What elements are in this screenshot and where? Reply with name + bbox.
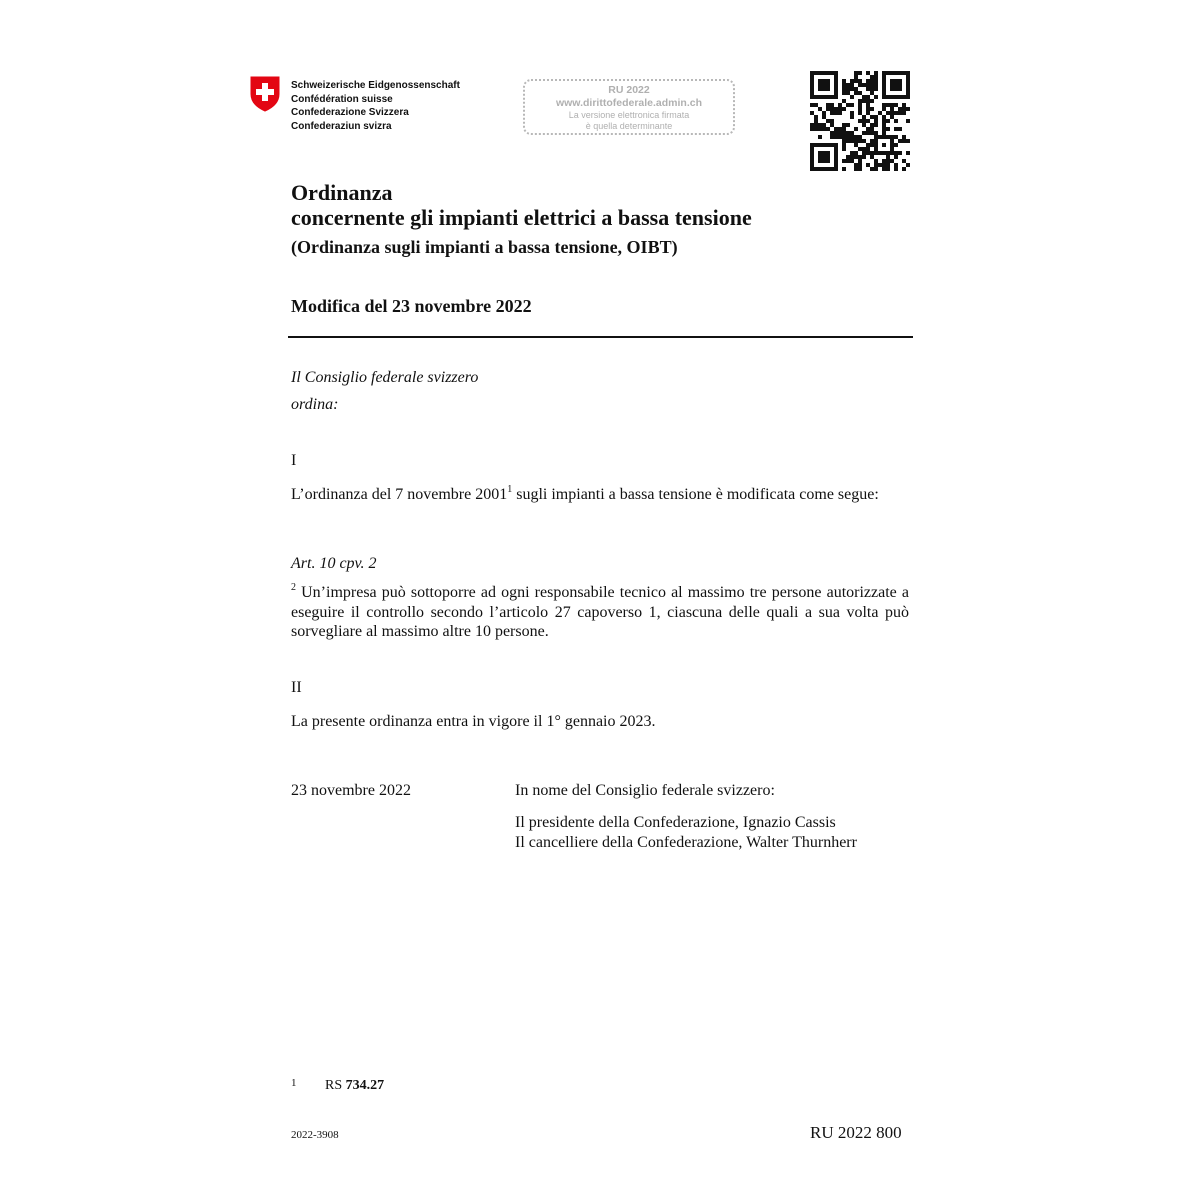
paragraph-number: 2	[291, 582, 296, 593]
signature-date: 23 novembre 2022	[291, 782, 411, 799]
preamble-authority: Il Consiglio federale svizzero	[291, 369, 479, 386]
confederation-name-rm: Confederaziun svizra	[291, 120, 392, 132]
footnote-reference[interactable]: 1	[507, 484, 513, 495]
section-number-1: I	[291, 452, 297, 469]
ru-reference: RU 2022 800	[810, 1123, 902, 1142]
electronic-version-stamp	[523, 79, 735, 135]
confederation-name-fr: Confédération suisse	[291, 93, 393, 105]
stamp-line-1: RU 2022	[608, 84, 650, 96]
signature-intro: In nome del Consiglio federale svizzero:	[515, 782, 775, 799]
document-subtitle: (Ordinanza sugli impianti a bassa tensione, OIBT)	[291, 237, 678, 257]
article-heading: Art. 10 cpv. 2	[291, 555, 377, 572]
confederation-name-de: Schweizerische Eidgenossenschaft	[291, 80, 460, 91]
preamble-ordains: ordina:	[291, 396, 339, 413]
stamp-line-2: www.dirittofederale.admin.ch	[555, 97, 703, 109]
confederation-name-it: Confederazione Svizzera	[291, 107, 409, 118]
intro-text-end: sugli impianti a bassa tensione è modificata come segue:	[512, 486, 879, 503]
document-number: 2022-3908	[291, 1129, 339, 1141]
footnote-number: 1	[291, 1077, 297, 1089]
section-number-2: II	[291, 679, 302, 696]
document-title	[291, 180, 752, 230]
footnote-text	[325, 1078, 384, 1094]
title-divider	[288, 336, 913, 338]
footnote-reference-number: 734.27	[345, 1078, 385, 1093]
entry-into-force: La presente ordinanza entra in vigore il 1° gennaio 2023.	[291, 713, 656, 730]
qr-code-icon	[810, 71, 910, 171]
confederation-names	[291, 79, 460, 133]
paragraph-text: Un’impresa può sottoporre ad ogni responsabile tecnico al massimo tre persone autorizzate a eseguire il controllo secondo l’articolo 27 capoverso 1, ciascuna delle quali a sua volta può sorvegliare al massimo altre 10 persone.	[291, 584, 909, 640]
stamp-line-4: è quella determinante	[585, 121, 673, 131]
title-line-1: Ordinanza	[291, 180, 393, 205]
signature-chancellor: Il cancelliere della Confederazione, Walter Thurnherr	[515, 834, 857, 851]
article-paragraph	[291, 583, 909, 642]
footnote-prefix: RS	[325, 1078, 346, 1093]
intro-text-start: L’ordinanza del 7 novembre 2001	[291, 486, 508, 503]
swiss-coat-of-arms-icon	[250, 76, 280, 112]
amendment-intro	[291, 485, 909, 505]
title-line-2: concernente gli impianti elettrici a bassa tensione	[291, 205, 752, 230]
signature-president: Il presidente della Confederazione, Ignazio Cassis	[515, 814, 836, 831]
stamp-line-3: La versione elettronica firmata	[568, 110, 690, 120]
amendment-date: Modifica del 23 novembre 2022	[291, 296, 532, 316]
